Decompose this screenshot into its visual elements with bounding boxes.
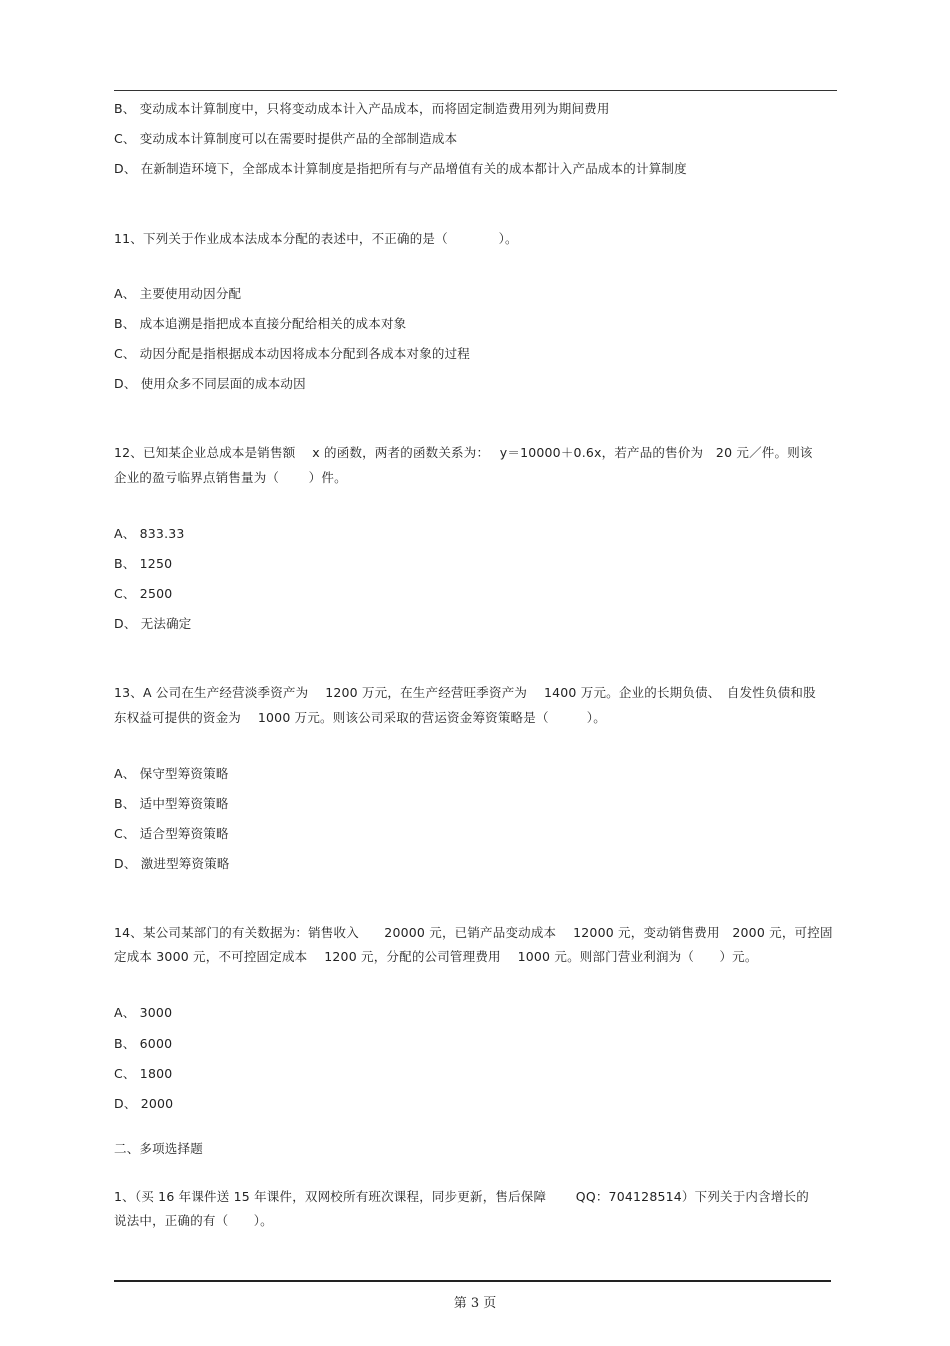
question-14-stem-line-2: 定成本 3000 元，不可控固定成本 1200 元，分配的公司管理费用 1000 元。则部门营业利润为（ ）元。 — [114, 949, 758, 964]
question-12-stem-line-1: 12、已知某企业总成本是销售额 x 的函数，两者的函数关系为： y＝10000＋0.6x，若产品的售价为 20 元／件。则该 — [114, 445, 813, 460]
header-rule — [114, 90, 837, 91]
question-11-option-c: C、 动因分配是指根据成本动因将成本分配到各成本对象的过程 — [114, 346, 471, 361]
question-11-stem: 11、下列关于作业成本法成本分配的表述中，不正确的是（ ）。 — [114, 231, 518, 246]
option-b-prev: B、 变动成本计算制度中，只将变动成本计入产品成本，而将固定制造费用列为期间费用 — [114, 101, 610, 116]
multi-question-1-stem-line-1: 1、（买 16 年课件送 15 年课件，双网校所有班次课程，同步更新，售后保障 QQ：704128514）下列关于内含增长的 — [114, 1189, 809, 1204]
footer-rule — [114, 1280, 831, 1282]
option-c-prev: C、 变动成本计算制度可以在需要时提供产品的全部制造成本 — [114, 131, 458, 146]
question-14-option-c: C、 1800 — [114, 1066, 173, 1081]
page-number: 第 3 页 — [453, 1296, 497, 1311]
question-12-stem-line-2: 企业的盈亏临界点销售量为（ ）件。 — [114, 470, 347, 485]
question-13-option-b: B、 适中型筹资策略 — [114, 796, 229, 811]
question-11-option-a: A、 主要使用动因分配 — [114, 286, 242, 301]
question-13-option-a: A、 保守型筹资策略 — [114, 766, 229, 781]
question-12-option-b: B、 1250 — [114, 556, 173, 571]
multi-question-1-stem-line-2: 说法中，正确的有（ ）。 — [114, 1213, 273, 1228]
question-14-option-b: B、 6000 — [114, 1036, 173, 1051]
question-11-option-b: B、 成本追溯是指把成本直接分配给相关的成本对象 — [114, 316, 407, 331]
section-title-multiple-choice: 二、多项选择题 — [114, 1141, 203, 1156]
question-13-stem-line-1: 13、A 公司在生产经营淡季资产为 1200 万元，在生产经营旺季资产为 1400 万元。企业的长期负债、 自发性负债和股 — [114, 685, 816, 700]
question-13-stem-line-2: 东权益可提供的资金为 1000 万元。则该公司采取的营运资金筹资策略是（ ）。 — [114, 710, 606, 725]
question-14-option-a: A、 3000 — [114, 1005, 173, 1020]
question-12-option-a: A、 833.33 — [114, 526, 185, 541]
question-14-stem-line-1: 14、某公司某部门的有关数据为：销售收入 20000 元，已销产品变动成本 12000 元，变动销售费用 2000 元，可控固 — [114, 925, 833, 940]
question-12-option-d: D、 无法确定 — [114, 616, 192, 631]
question-12-option-c: C、 2500 — [114, 586, 173, 601]
option-d-prev: D、 在新制造环境下，全部成本计算制度是指把所有与产品增值有关的成本都计入产品成本的计算制度 — [114, 161, 687, 176]
question-13-option-d: D、 激进型筹资策略 — [114, 856, 230, 871]
question-14-option-d: D、 2000 — [114, 1096, 174, 1111]
question-11-option-d: D、 使用众多不同层面的成本动因 — [114, 376, 306, 391]
question-13-option-c: C、 适合型筹资策略 — [114, 826, 229, 841]
